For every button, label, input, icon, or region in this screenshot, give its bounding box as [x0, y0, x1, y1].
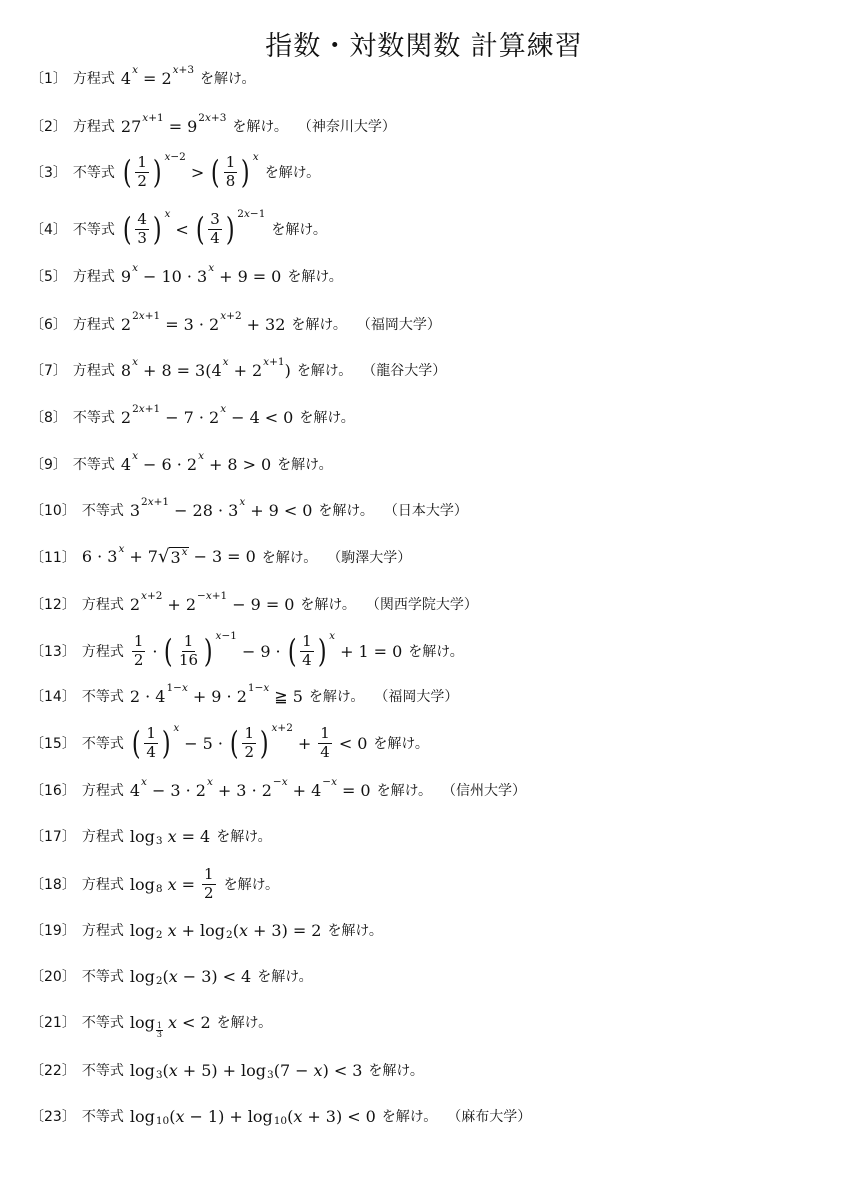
- problem-11: [30, 542, 830, 567]
- problem-kind: 方程式: [81, 644, 124, 660]
- page-title: 指数・対数関数 計算練習: [265, 31, 583, 62]
- problem-18: [30, 862, 830, 906]
- formula: 4 x − 6 · 2 x + 8 > 0: [120, 450, 272, 474]
- source-label: （関西学院大学）: [365, 597, 478, 613]
- instruction-text: を解け。: [368, 1063, 424, 1079]
- problem-number: 〔14〕: [30, 689, 76, 705]
- problem-1: [30, 64, 830, 88]
- problem-kind: 不等式: [81, 1063, 124, 1079]
- problem-number: 〔11〕: [30, 549, 76, 566]
- problem-13: [30, 628, 830, 674]
- source-label: （福岡大学）: [374, 689, 459, 705]
- problem-kind: 不等式: [81, 689, 124, 705]
- problem-number: 〔5〕: [30, 269, 67, 285]
- problem-22: [30, 1060, 830, 1080]
- source-label: （龍谷大学）: [362, 363, 447, 379]
- problem-20: [30, 966, 830, 986]
- source-label: （福岡大学）: [356, 317, 441, 333]
- problem-kind: 方程式: [72, 317, 115, 333]
- instruction-text: を解け。: [373, 736, 429, 752]
- problem-kind: 不等式: [81, 969, 124, 985]
- problem-12: [30, 590, 830, 614]
- problem-kind: 方程式: [72, 269, 115, 285]
- instruction-text: を解け。: [308, 689, 365, 705]
- instruction-text: を解け。: [232, 119, 288, 135]
- problem-8: [30, 403, 830, 427]
- instruction-text: を解け。: [300, 597, 356, 613]
- instruction-text: を解け。: [299, 410, 355, 426]
- instruction-text: を解け。: [216, 829, 272, 845]
- formula: log 2 ( x − 3) < 4: [129, 966, 252, 987]
- instruction-text: を解け。: [287, 269, 343, 285]
- instruction-text: を解け。: [327, 923, 383, 939]
- problem-number: 〔22〕: [30, 1063, 76, 1079]
- instruction-text: を解け。: [261, 549, 318, 566]
- problem-kind: 不等式: [81, 1109, 124, 1125]
- formula: 2 2x+1 = 3 · 2 x+2 + 32: [120, 310, 286, 334]
- formula: log 2 x + log 2 ( x + 3) = 2: [129, 920, 322, 941]
- problem-21: [30, 1012, 830, 1039]
- problem-number: 〔17〕: [30, 829, 76, 845]
- problem-kind: 方程式: [81, 829, 124, 845]
- formula: $\frac{1}{2}$ · ( $\frac{1}{16}$ ) x−1 − 9 · ( $\frac{1}{4}$ ) x + 1 = 0: [133, 629, 403, 670]
- instruction-text: を解け。: [376, 783, 433, 799]
- problem-number: 〔21〕: [30, 1015, 76, 1031]
- instruction-text: を解け。: [216, 1015, 273, 1031]
- problem-number: 〔1〕: [30, 71, 67, 87]
- problem-kind: 方程式: [81, 877, 124, 893]
- problem-number: 〔12〕: [30, 597, 76, 613]
- instruction-text: を解け。: [264, 165, 321, 181]
- formula: ( $\frac{1}{4}$ ) x − 5 · ( $\frac{1}{2}$ ) x+2 + $\frac{1}{4}$ < 0: [131, 721, 368, 762]
- problem-kind: 方程式: [81, 923, 124, 939]
- instruction-text: を解け。: [271, 222, 327, 238]
- problem-number: 〔16〕: [30, 783, 76, 799]
- formula: 6 · 3 x + 7 √ 3$^x$ − 3 = 0: [81, 542, 256, 567]
- instruction-text: を解け。: [277, 457, 333, 473]
- formula: 2 x+2 + 2 −x+1 − 9 = 0: [129, 590, 295, 614]
- formula: ( $\frac{4}{3}$ ) x < ( $\frac{3}{4}$ ) 2x−1: [122, 207, 266, 248]
- problem-kind: 不等式: [81, 736, 124, 752]
- formula: log 3 ( x + 5) + log 3 (7 − x ) < 3: [129, 1060, 363, 1081]
- problem-number: 〔13〕: [30, 644, 76, 660]
- problem-4: [30, 207, 830, 251]
- instruction-text: を解け。: [291, 317, 347, 333]
- problem-10: [30, 496, 830, 520]
- source-label: （信州大学）: [442, 783, 527, 799]
- instruction-text: を解け。: [296, 363, 353, 379]
- problem-6: [30, 310, 830, 334]
- instruction-text: を解け。: [381, 1109, 438, 1125]
- problem-number: 〔23〕: [30, 1109, 76, 1125]
- formula: 3 2x+1 − 28 · 3 x + 9 < 0: [129, 496, 313, 520]
- problem-7: [30, 356, 830, 380]
- formula: ( $\frac{1}{2}$ ) x−2 > ( $\frac{1}{8}$ ) x: [122, 150, 259, 191]
- source-label: （日本大学）: [383, 503, 468, 519]
- problem-19: [30, 920, 830, 940]
- problem-number: 〔10〕: [30, 503, 76, 519]
- problem-23: [30, 1106, 830, 1126]
- instruction-text: を解け。: [318, 503, 374, 519]
- source-label: （駒澤大学）: [327, 549, 412, 566]
- problem-2: [30, 112, 830, 136]
- problem-kind: 不等式: [72, 165, 115, 181]
- formula: 4 x = 2 x+3: [120, 64, 195, 88]
- formula: log 10 ( x − 1) + log 10 ( x + 3) < 0: [129, 1106, 376, 1127]
- problem-number: 〔8〕: [30, 410, 67, 426]
- problem-15: [30, 720, 830, 766]
- problem-number: 〔15〕: [30, 736, 76, 752]
- problem-16: [30, 776, 830, 800]
- formula: 2 · 4 1−x + 9 · 2 1−x ≧ 5: [129, 682, 303, 706]
- problem-number: 〔2〕: [30, 119, 67, 135]
- problem-kind: 方程式: [72, 119, 115, 135]
- problem-kind: 方程式: [81, 783, 124, 799]
- problem-number: 〔3〕: [30, 165, 67, 181]
- formula: log 8 x = $\frac{1}{2}$: [129, 864, 214, 902]
- instruction-text: を解け。: [408, 644, 464, 660]
- instruction-text: を解け。: [200, 71, 256, 87]
- problem-9: [30, 450, 830, 474]
- problem-kind: 不等式: [81, 1015, 124, 1031]
- problem-number: 〔4〕: [30, 222, 67, 238]
- formula: 9 x − 10 · 3 x + 9 = 0: [120, 262, 282, 286]
- formula: log $\frac{1}{3}$ x < 2: [129, 1012, 211, 1039]
- problem-kind: 不等式: [72, 222, 115, 238]
- problem-number: 〔18〕: [30, 877, 76, 893]
- formula: 27 x+1 = 9 2x+3: [120, 112, 227, 136]
- formula: 4 x − 3 · 2 x + 3 · 2 −x + 4 −x = 0: [129, 776, 371, 800]
- formula: 8 x + 8 = 3(4 x + 2 x+1 ): [120, 356, 291, 380]
- problem-number: 〔6〕: [30, 317, 67, 333]
- problem-17: [30, 826, 830, 846]
- problem-3: [30, 150, 830, 194]
- problem-kind: 不等式: [72, 410, 115, 426]
- problem-number: 〔20〕: [30, 969, 76, 985]
- problem-kind: 不等式: [72, 457, 115, 473]
- source-label: （神奈川大学）: [297, 119, 396, 135]
- formula: 2 2x+1 − 7 · 2 x − 4 < 0: [120, 403, 294, 427]
- problem-kind: 方程式: [72, 71, 115, 87]
- problem-number: 〔7〕: [30, 363, 67, 379]
- formula: log 3 x = 4: [129, 826, 211, 847]
- instruction-text: を解け。: [257, 969, 313, 985]
- problem-kind: 方程式: [81, 597, 124, 613]
- problem-5: [30, 262, 830, 286]
- instruction-text: を解け。: [223, 877, 280, 893]
- problem-14: [30, 682, 830, 706]
- problem-number: 〔9〕: [30, 457, 67, 473]
- source-label: （麻布大学）: [447, 1109, 532, 1125]
- problem-kind: 方程式: [72, 363, 115, 379]
- problem-kind: 不等式: [81, 503, 124, 519]
- problem-number: 〔19〕: [30, 923, 76, 939]
